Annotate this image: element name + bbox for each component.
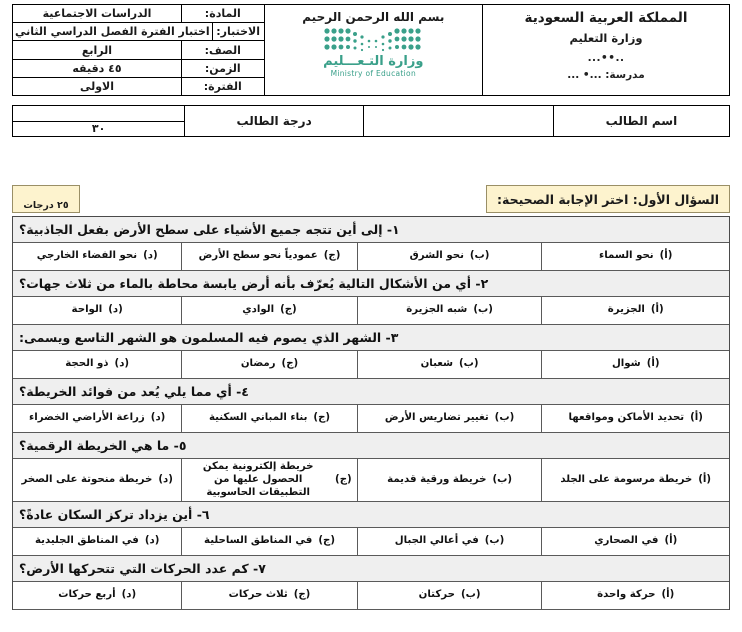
option-choice-b[interactable] (357, 351, 542, 378)
ministry-logo-arabic-text: وزارة التـعـــليم (323, 54, 424, 69)
option-choice-d[interactable] (13, 582, 181, 609)
option-choice-b[interactable] (357, 243, 542, 270)
option-marker: (ب) (460, 589, 481, 601)
question-options-row (13, 405, 729, 433)
option-marker: (أ) (661, 589, 675, 601)
option-choice-d[interactable] (13, 528, 181, 555)
option-marker: (ب) (459, 358, 479, 370)
option-marker: (ب) (494, 412, 515, 424)
option-text: في المناطق الجليدية (34, 535, 139, 547)
student-score-label: درجة الطالب (184, 106, 363, 136)
option-choice-d[interactable] (13, 459, 181, 501)
header-kingdom-block (482, 5, 729, 95)
option-choice-d[interactable] (13, 243, 181, 270)
option-choice-c[interactable] (181, 582, 356, 609)
info-label-exam: الاختبار: (212, 23, 264, 40)
option-marker: (د) (121, 589, 137, 601)
info-label-period: الفترة: (181, 78, 264, 95)
option-text: نحو الشرق (409, 250, 464, 262)
option-choice-c[interactable] (181, 297, 356, 324)
option-marker: (ب) (469, 250, 490, 262)
option-marker: (ب) (473, 304, 493, 316)
option-text: في المناطق الساحلية (204, 535, 313, 547)
option-marker: (ج) (323, 250, 341, 262)
student-score-box (13, 106, 184, 136)
question-prompt: ٣- الشهر الذي يصوم فيه المسلمون هو الشهر التاسع ويسمى: (13, 325, 729, 351)
option-choice-b[interactable] (357, 297, 542, 324)
option-marker: (أ) (698, 473, 712, 485)
info-label-subject: المادة: (181, 5, 264, 22)
option-text: الوادي (242, 304, 275, 316)
option-text: أربع حركات (58, 589, 116, 601)
option-text: حركتان (418, 589, 455, 601)
option-choice-a[interactable] (541, 243, 729, 270)
option-marker: (د) (158, 473, 173, 485)
option-text: في الصحاري (594, 535, 659, 547)
option-choice-c[interactable] (181, 351, 356, 378)
option-choice-a[interactable] (541, 297, 729, 324)
option-choice-b[interactable] (357, 528, 542, 555)
directorate-placeholder: ..••... (587, 52, 625, 64)
option-text: بناء المباني السكنية (208, 412, 308, 424)
question-prompt: ٥- ما هي الخريطة الرقمية؟ (13, 433, 729, 459)
header-info-block (13, 5, 264, 95)
question-prompt: ٦- أين يزداد تركز السكان عادةً؟ (13, 502, 729, 528)
info-row (13, 78, 264, 95)
option-marker: (أ) (690, 412, 703, 424)
option-marker: (ج) (293, 589, 311, 601)
option-choice-a[interactable] (541, 528, 729, 555)
option-text: نحو السماء (598, 250, 654, 262)
ministry-logo-english-text: Ministry of Education (330, 69, 416, 79)
info-row (13, 41, 264, 59)
info-value-subject: الدراسات الاجتماعية (42, 7, 152, 21)
question-prompt: ٢- أي من الأشكال التالية يُعرّف بأنه أرض يابسة محاطة بالماء من ثلاث جهات؟ (13, 271, 729, 297)
option-choice-a[interactable] (541, 582, 729, 609)
option-marker: (ج) (318, 535, 335, 547)
questions-table (12, 216, 730, 610)
option-choice-c[interactable] (181, 243, 356, 270)
question-prompt: ٤- أي مما يلي يُعد من فوائد الخريطة؟ (13, 379, 729, 405)
question-options-row (13, 351, 729, 379)
option-choice-a[interactable] (541, 405, 729, 432)
option-text: شبه الجزيرة (406, 304, 468, 316)
option-choice-d[interactable] (13, 297, 181, 324)
question-options-row (13, 582, 729, 610)
exam-header-table (12, 4, 730, 96)
option-marker: (د) (143, 250, 158, 262)
section-banner (12, 185, 730, 213)
option-choice-c[interactable] (181, 459, 356, 501)
option-text: نحو الفضاء الخارجي (36, 250, 138, 262)
kingdom-title: المملكة العربية السعودية (524, 10, 688, 26)
option-choice-d[interactable] (13, 351, 181, 378)
option-marker: (ج) (281, 358, 299, 370)
option-choice-a[interactable] (541, 351, 729, 378)
option-choice-c[interactable] (181, 528, 356, 555)
ministry-title: وزارة التعليم (569, 31, 643, 45)
ministry-logo-icon (321, 27, 425, 53)
section-title: السؤال الأول: اختر الإجابة الصحيحة: (486, 185, 730, 213)
question-prompt: ٧- كم عدد الحركات التي تتحركها الأرض؟ (13, 556, 729, 582)
option-text: شوال (611, 358, 641, 370)
option-marker: (أ) (650, 304, 664, 316)
option-choice-a[interactable] (541, 459, 729, 501)
info-value-grade: الرابع (81, 43, 113, 57)
option-text: الجزيرة (607, 304, 645, 316)
option-marker: (ب) (492, 473, 512, 485)
question-options-row (13, 528, 729, 556)
question-prompt: ١- إلى أين تتجه جميع الأشياء على سطح الأرض بفعل الجاذبية؟ (13, 217, 729, 243)
question-options-row (13, 297, 729, 325)
option-text: في أعالي الجبال (394, 535, 479, 547)
student-name-label: اسم الطالب (553, 106, 729, 136)
option-marker: (د) (114, 358, 130, 370)
info-value-exam: اختبار الفترة الفصل الدراسي الثاني (15, 25, 210, 39)
option-text: ذو الحجة (65, 358, 109, 370)
basmala-text: بسم الله الرحمن الرحيم (302, 10, 445, 24)
school-placeholder: مدرسة: ...• ... (567, 69, 645, 81)
info-row (13, 5, 264, 23)
option-text: حركة واحدة (597, 589, 656, 601)
header-logo-block (264, 5, 482, 95)
option-marker: (د) (108, 304, 123, 316)
student-grade-table (12, 105, 730, 137)
option-marker: (أ) (646, 358, 660, 370)
option-choice-b[interactable] (357, 582, 542, 609)
option-text: الواحة (71, 304, 103, 316)
option-text: تحديد الأماكن ومواقعها (568, 412, 685, 424)
info-label-grade: الصف: (181, 41, 264, 58)
option-text: خريطة ورقية قديمة (387, 473, 487, 485)
total-score-value: ٣٠ (91, 122, 106, 136)
option-marker: (د) (150, 412, 166, 424)
info-row (13, 23, 264, 41)
option-choice-d[interactable] (13, 405, 181, 432)
option-choice-b[interactable] (357, 459, 542, 501)
option-text: شعبان (420, 358, 454, 370)
info-row (13, 60, 264, 78)
option-marker: (ج) (313, 412, 331, 424)
option-marker: (ج) (280, 304, 297, 316)
info-value-period: الاولى (79, 79, 114, 93)
option-text: زراعة الأراضي الخضراء (29, 412, 145, 424)
option-marker: (ب) (484, 535, 505, 547)
option-text: خريطة إلكترونية يمكن الحصول عليها من التطبيقات الحاسوبية (202, 461, 314, 498)
option-text: تغيير تضاريس الأرض (384, 412, 489, 424)
info-label-duration: الزمن: (181, 60, 264, 77)
option-text: عمودياً نحو سطح الأرض (198, 250, 318, 262)
option-text: خريطة منحوتة على الصخر (21, 473, 153, 485)
option-choice-b[interactable] (357, 405, 542, 432)
option-text: رمضان (240, 358, 276, 370)
option-marker: (أ) (664, 535, 678, 547)
student-score-input[interactable] (13, 106, 184, 122)
option-marker: (د) (144, 535, 160, 547)
option-text: ثلاث حركات (228, 589, 288, 601)
student-name-input[interactable] (363, 106, 553, 136)
section-marks-badge: ٢٥ درجات (12, 185, 80, 213)
option-marker: (أ) (659, 250, 673, 262)
option-choice-c[interactable] (181, 405, 356, 432)
question-options-row (13, 459, 729, 502)
question-options-row (13, 243, 729, 271)
option-marker: (ج) (335, 473, 352, 485)
info-value-duration: ٤٥ دقيقه (72, 61, 122, 75)
option-text: خريطة مرسومة على الجلد (560, 473, 693, 485)
